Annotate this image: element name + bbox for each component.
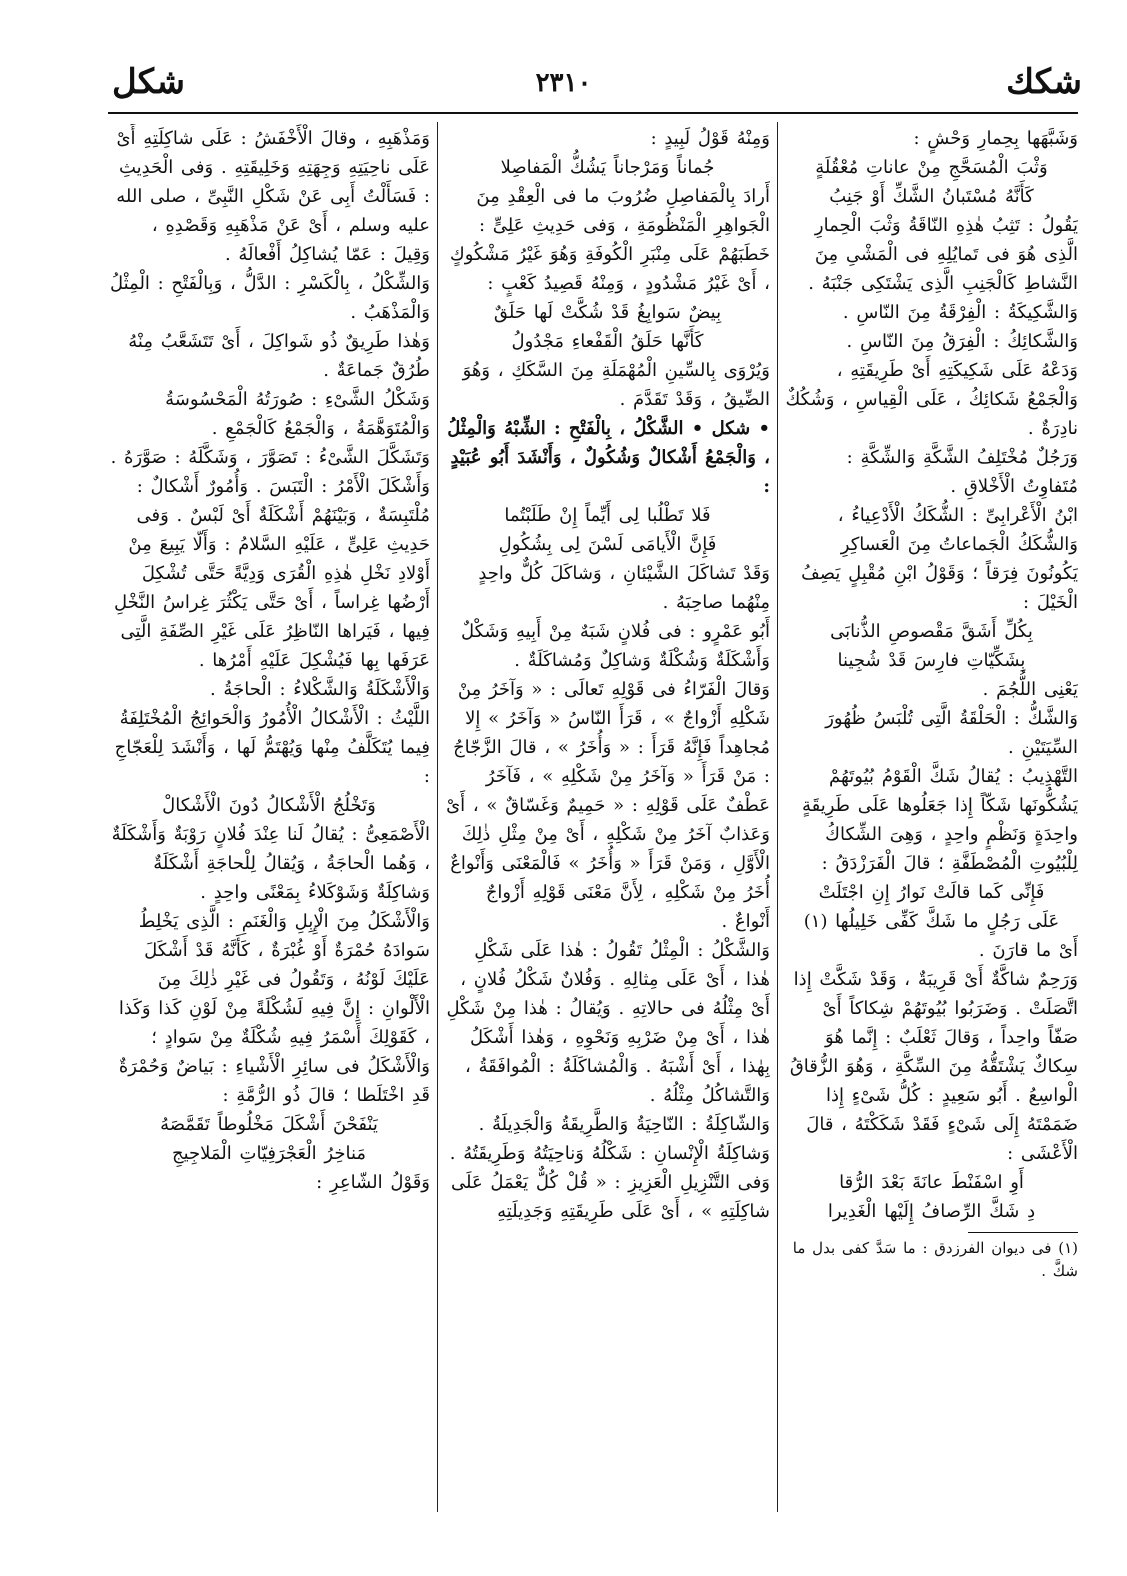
paragraph: وَالشِّكْلُ ، بِالْكَسْرِ : الدَّلُّ ، وَبِالْفَتْحِ : الْمِثْلُ وَالْمَذْهَبُ . — [109, 273, 430, 323]
text-line: وَشَبَّهَها بِحِمارِ وَحْشٍ : — [913, 128, 1078, 149]
verse-line: فَلا تَطْلُبا لِى أَيِّماً إِنْ طَلَبْتُما — [504, 505, 711, 526]
verse-line: جُماناً وَمَرْجاناً يَشُكُّ الْمَفاصِلا — [500, 157, 715, 178]
verse-line: مَناخِرُ الْعَجْرَفِيّاتِ الْمَلاجِيجِ — [171, 1143, 367, 1164]
paragraph: وَقالَ الْفَرّاءُ فى قَوْلِهِ تَعالَى : « وَآخَرُ مِنْ شَكْلِهِ أَزْواجٌ » ، قَرَأَ النّاسُ « وَآخَرُ » إِلا مُجاهِداً فَإِنَّهُ قَرَأَ : « وَأُخَرُ » ، قالَ الزَّجّاجُ : مَنْ قَرَأَ « وَآخَرُ مِنْ شَكْلِهِ » ، فَآخَرُ عَطْفٌ عَلَى قَوْلِهِ : « حَمِيمٌ وَغَسّاقٌ » ، أَىْ وَعَذابٌ آخَرُ مِنْ شَكْلِهِ ، أَىْ مِنْ مِثْلِ ذٰلِكَ الْأَوَّلِ ، وَمَنْ قَرَأَ « وَأُخَرُ » فَالْمَعْنَى وَأَنْواعٌ أُخَرُ مِنْ شَكْلِهِ ، لِأَنَّ مَعْنَى قَوْلِهِ أَزْواجٌ أَنْواعٌ . — [446, 679, 770, 932]
verse-line: كَأَنَّها حَلَقُ الْقَفْعاءِ مَجْدُولُ — [511, 331, 704, 352]
paragraph: وَالشَّكُّ : الْحَلْقَةُ الَّتِى تُلْبَسُ ظُهُورَ السِّيَتَيْنِ . — [825, 708, 1078, 758]
paragraph: وَالشّاكِلَةُ : النّاحِيَةُ وَالطَّرِيقَةُ وَالْجَدِيلَةُ . — [478, 1114, 770, 1135]
footnote: (١) فى ديوان الفرزدق : ما سَدَّ كفى بدل ما شكَّ . — [792, 1239, 1078, 1280]
paragraph: أَىْ ما قارَنَ . — [978, 940, 1078, 961]
verse-line: أَوِ اسْفَنْطَ عانَةَ بَعْدَ الرُّقا — [839, 1172, 1024, 1193]
column-right — [785, 124, 1078, 1524]
text-line: وَمِنْهُ قَوْلُ لَبِيدٍ : — [650, 128, 770, 149]
verse-line: بِشَكِّيّاتِ فارِسَ قَدْ شُجِينا — [837, 650, 1026, 671]
verse-line: فَإِنَّ الْأَيامَى لَسْنَ لِى بِشُكُولِ — [498, 534, 717, 555]
paragraph: وَقَدْ تَشاكَلَ الشَّيْئانِ ، وَشاكَلَ كُلٌّ واحِدٍ مِنْهُما صاحِبَهُ . — [478, 563, 770, 613]
column-divider — [777, 122, 778, 1512]
paragraph: وَرَحِمٌ شاكَّةٌ أَىْ قَرِيبَةٌ ، وَقَدْ شَكَّتْ إِذا اتَّصَلَتْ . وَضَرَبُوا بُيُوتَهُمْ شِكاكاً أَىْ صَفّاً واحِداً ، وَقالَ ثَعْلَبٌ : إِنَّما هُوَ سِكاكٌ يَشْتَقُّهُ مِنَ السِّكَّةِ ، وَهُوَ الزُّقاقُ الْواسِعُ . أَبُو سَعِيدٍ : كُلُّ شَىْءٍ إِذا ضَمَمْتَهُ إِلَى شَىْءٍ فَقَدْ شَكَكْتَهُ ، قالَ الْأَعْشَى : — [789, 969, 1078, 1164]
paragraph: وَالشَّكِيكَةُ : الْفِرْقَةُ مِنَ النّاسِ . — [842, 302, 1078, 323]
header-rule — [108, 112, 1078, 114]
verse-line: فَإِنِّى كَما قالَتْ نَوارُ إِنِ اجْتَلَتْ — [818, 882, 1045, 903]
paragraph: وَتَشَكَّلَ الشَّىْءُ : تَصَوَّرَ ، وَشَكَّلَهُ : صَوَّرَهُ . — [110, 447, 430, 468]
text-line: وَقَوْلُ الشّاعِرِ : — [316, 1172, 430, 1193]
paragraph: وَدَعْهُ عَلَى شَكِيكَتِهِ أَىْ طَرِيقَتِهِ ، وَالْجَمْعُ شَكائِكُ ، عَلَى الْقِياسِ ، وَشُكُكٌ نادِرَةٌ . — [785, 360, 1078, 439]
verse-line: كَأَنَّهُ مُسْتَبانُ الشَّكِّ أَوْ جَنِبُ — [829, 186, 1034, 207]
verse-line: دِ شَكَّ الرِّصافُ إِلَيْها الْغَدِيرا — [827, 1201, 1036, 1222]
page-number: ٢٣١٠ — [535, 68, 592, 98]
paragraph: التَّهْذِيبُ : يُقالُ شَكَّ الْقَوْمُ بُيُوتَهُمْ يَشُكُّونَها شَكّاً إِذا جَعَلُوها عَلَى طَرِيقَةٍ واحِدَةٍ وَنَظْمٍ واحِدٍ ، وَهِىَ الشِّكاكُ لِلْبُيُوتِ الْمُصْطَفَّةِ ؛ قالَ الْفَرَزْدَقُ : — [801, 766, 1078, 874]
verse-line: وَتَخْلُجُ الْأَشْكالُ دُونَ الْأَشْكالْ — [162, 795, 376, 816]
paragraph: وَمَذْهَبِهِ ، وقالَ الْأَخْفَشُ : عَلَى شاكِلَتِهِ أَىْ عَلَى ناحِيَتِهِ وَجِهَتِهِ وَخَلِيقَتِهِ . وَفى الْحَدِيثِ : فَسَأَلْتُ أَبِى عَنْ شَكْلِ النَّبِىِّ ، صلى الله عليه وسلم ، أَىْ عَنْ مَذْهَبِهِ وَقَصْدِهِ ، وَقِيلَ : عَمّا يُشاكِلُ أَفْعالَهُ . — [116, 128, 430, 265]
verse-line: عَلَى رَجُلٍ ما شَكَّ كَفِّى خَلِيلُها (١) — [803, 911, 1060, 932]
header-root-word-right: شكك — [1006, 62, 1082, 102]
entry-heading-paragraph: • شكل • الشَّكْلُ ، بِالْفَتْحِ : الشِّبْهُ وَالْمِثْلُ ، وَالْجَمْعُ أَشْكالٌ وَشُكُولٌ ، وَأَنْشَدَ أَبُو عُبَيْدٍ : — [447, 418, 770, 497]
verse-line: يَنْفَحْنَ أَشْكَلَ مَخْلُوطاً تَقَمَّصَهُ — [160, 1114, 378, 1135]
paragraph: وَفى التَّنْزِيلِ الْعَزِيزِ : « قُلْ كُلٌّ يَعْمَلُ عَلَى شاكِلَتِهِ » ، أَىْ عَلَى طَرِيقَتِهِ وَجَدِيلَتِهِ — [451, 1172, 770, 1222]
paragraph: وَرَجُلٌ مُخْتَلِفُ الشَّكَّةِ وَالشِّكَّةِ : مُتَفاوِتُ الْأَخْلاقِ . — [846, 447, 1078, 497]
paragraph: أَرادَ بِالْمَفاصِلِ ضُرُوبَ ما فى الْعِقْدِ مِنَ الْجَواهِرِ الْمَنْظُومَةِ ، وَفى حَدِيثِ عَلِىٍّ : خَطَبَهُمْ عَلَى مِنْبَرِ الْكُوفَةِ وَهُوَ غَيْرُ مَشْكُوكٍ ، أَىْ غَيْرُ مَشْدُودٍ ، وَمِنْهُ قَصِيدُ كَعْبٍ : — [449, 186, 770, 294]
paragraph: ابْنُ الْأَعْرابِىِّ : الشُّكَكُ الْأَدْعِياءُ ، وَالشُّكَكُ الْجَماعاتُ مِنَ الْعَساكِرِ يَكُونُونَ فِرَقاً ؛ وَقَوْلُ ابْنِ مُقْبِلٍ يَصِفُ الْخَيْلَ : — [801, 505, 1078, 613]
paragraph: وَيُرْوَى بِالسِّينِ الْمُهْمَلَةِ مِنَ السَّكَكِ ، وَهُوَ الضِّيقُ ، وَقَدْ تَقَدَّمَ . — [462, 360, 770, 410]
paragraph: وَشاكِلَةُ الْإِنْسانِ : شَكْلُهُ وَناحِيَتُهُ وَطَرِيقَتُهُ . — [449, 1143, 770, 1164]
paragraph: وَالشَّكائِكُ : الْفِرَقُ مِنَ النّاسِ . — [846, 331, 1078, 352]
paragraph: وَأَشْكَلَ الْأَمْرُ : الْتَبَسَ . وَأُمُورٌ أَشْكالٌ : مُلْتَبِسَةٌ ، وَبَيْنَهُمْ أَشْكَلَةٌ أَىْ لَبْسٌ . وَفى حَدِيثِ عَلِىٍّ ، عَلَيْهِ السَّلامُ : وَأَلّا يَبِيعَ مِنْ أَوْلادِ نَخْلِ هٰذِهِ الْقُرَى وَدِيَّةً حَتَّى تُشْكِلَ أَرْضُها غِراساً ، أَىْ حَتَّى يَكْثُرَ غِراسُ النَّخْلِ فِيها ، فَيَراها النّاظِرُ عَلَى غَيْرِ الصِّفَةِ الَّتِى عَرَفَها بِها فَيُشْكِلَ عَلَيْهِ أَمْرُها . — [114, 476, 430, 671]
paragraph: وَالْأَشْكَلُ مِنَ الْإِبِلِ وَالْغَنَمِ : الَّذِى يَخْلِطُ سَوادَهُ حُمْرَةٌ أَوْ غُبْرَةٌ ، كَأَنَّهُ قَدْ أَشْكَلَ عَلَيْكَ لَوْنُهُ ، وَتَقُولُ فى غَيْرِ ذٰلِكَ مِنَ الْأَلْوانِ : إِنَّ فِيهِ لَشُكْلَةً مِنْ لَوْنِ كَذا وَكَذا ، كَقَوْلِكَ أَسْمَرُ فِيهِ شُكْلَةٌ مِنْ سَوادٍ ؛ وَالْأَشْكَلُ فى سائِرِ الْأَشْياءِ : بَياضٌ وَحُمْرَةٌ قَدِ اخْتَلَطا ؛ قالَ ذُو الرُّمَّةِ : — [118, 911, 430, 1106]
header-root-word-left: شكل — [112, 62, 186, 102]
paragraph: وَالشَّكْلُ : الْمِثْلُ تَقُولُ : هٰذا عَلَى شَكْلِ هٰذا ، أَىْ عَلَى مِثالِهِ . وَفُلانٌ شَكْلُ فُلانٍ ، أَىْ مِثْلُهُ فى حالاتِهِ . وَيُقالُ : هٰذا مِنْ شَكْلِ هٰذا ، أَىْ مِنْ ضَرْبِهِ وَنَحْوِهِ ، وَهٰذا أَشْكَلُ بِهٰذا ، أَىْ أَشْبَهُ . وَالْمُشاكَلَةُ : الْمُوافَقَةُ ، وَالتَّشاكُلُ مِثْلُهُ . — [446, 940, 770, 1106]
column-divider — [437, 122, 438, 1512]
verse-line: بِكُلِّ أَشَقَّ مَقْصوصِ الذُّنابَى — [830, 621, 1033, 642]
paragraph: وَالْأَشْكَلَةُ وَالشَّكْلاءُ : الْحاجَةُ . — [209, 679, 430, 700]
column-middle — [445, 124, 770, 1524]
paragraph: أَبُو عَمْرٍو : فى فُلانٍ شَبَهٌ مِنْ أَبِيهِ وَشَكْلٌ وَأَشْكَلَةٌ وَشُكْلَةٌ وَشاكِلٌ وَمُشاكَلَةٌ . — [460, 621, 770, 671]
paragraph: يَعْنِى اللُّجُمَ . — [982, 679, 1078, 700]
verse-line: بِيضٌ سَوابِغُ قَدْ شُكَّتْ لَها حَلَقٌ — [493, 302, 722, 323]
footnote-rule — [968, 1232, 1078, 1233]
column-left — [108, 124, 430, 1524]
paragraph: وَشَكْلُ الشَّىْءِ : صُورَتُهُ الْمَحْسُوسَةُ وَالْمُتَوَهَّمَةُ ، وَالْجَمْعُ كَالْجَمْعِ . — [165, 389, 430, 439]
paragraph: وَهٰذا طَرِيقٌ ذُو شَواكِلَ ، أَىْ تَتَشَعَّبُ مِنْهُ طُرُقٌ جَماعَةٌ . — [128, 331, 430, 381]
paragraph: يَقُولُ : تَثِبُ هٰذِهِ النّاقَةُ وَثْبَ الْحِمارِ الَّذِى هُوَ فى تَمايُلِهِ فى الْمَشْىِ مِنَ النَّشاطِ كَالْجَنِبِ الَّذِى يَشْتَكِى جَنْبَهُ . — [808, 215, 1078, 294]
paragraph: اللَّيْثُ : الْأَشْكالُ الْأُمُورُ وَالْحَوائِجُ الْمُخْتَلِفَةُ فِيما يُتَكَلَّفُ مِنْها وَيُهْتَمُّ لَها ، وَأَنْشَدَ لِلْعَجّاجِ : — [114, 708, 430, 787]
page-header — [0, 62, 1127, 112]
verse-line: وَثْبَ الْمُسَحَّجِ مِنْ عاناتِ مُعْقُلَةٍ — [815, 157, 1048, 178]
paragraph: الْأَصْمَعِىُّ : يُقالُ لَنا عِنْدَ فُلانٍ رَوْبَةٌ وَأَشْكَلَةٌ ، وَهُما الْحاجَةُ ، وَيُقالُ لِلْحاجَةِ أَشْكَلَةٌ وَشاكِلَةٌ وَشَوْكَلاءُ بِمَعْنًى واحِدٍ . — [111, 824, 430, 903]
